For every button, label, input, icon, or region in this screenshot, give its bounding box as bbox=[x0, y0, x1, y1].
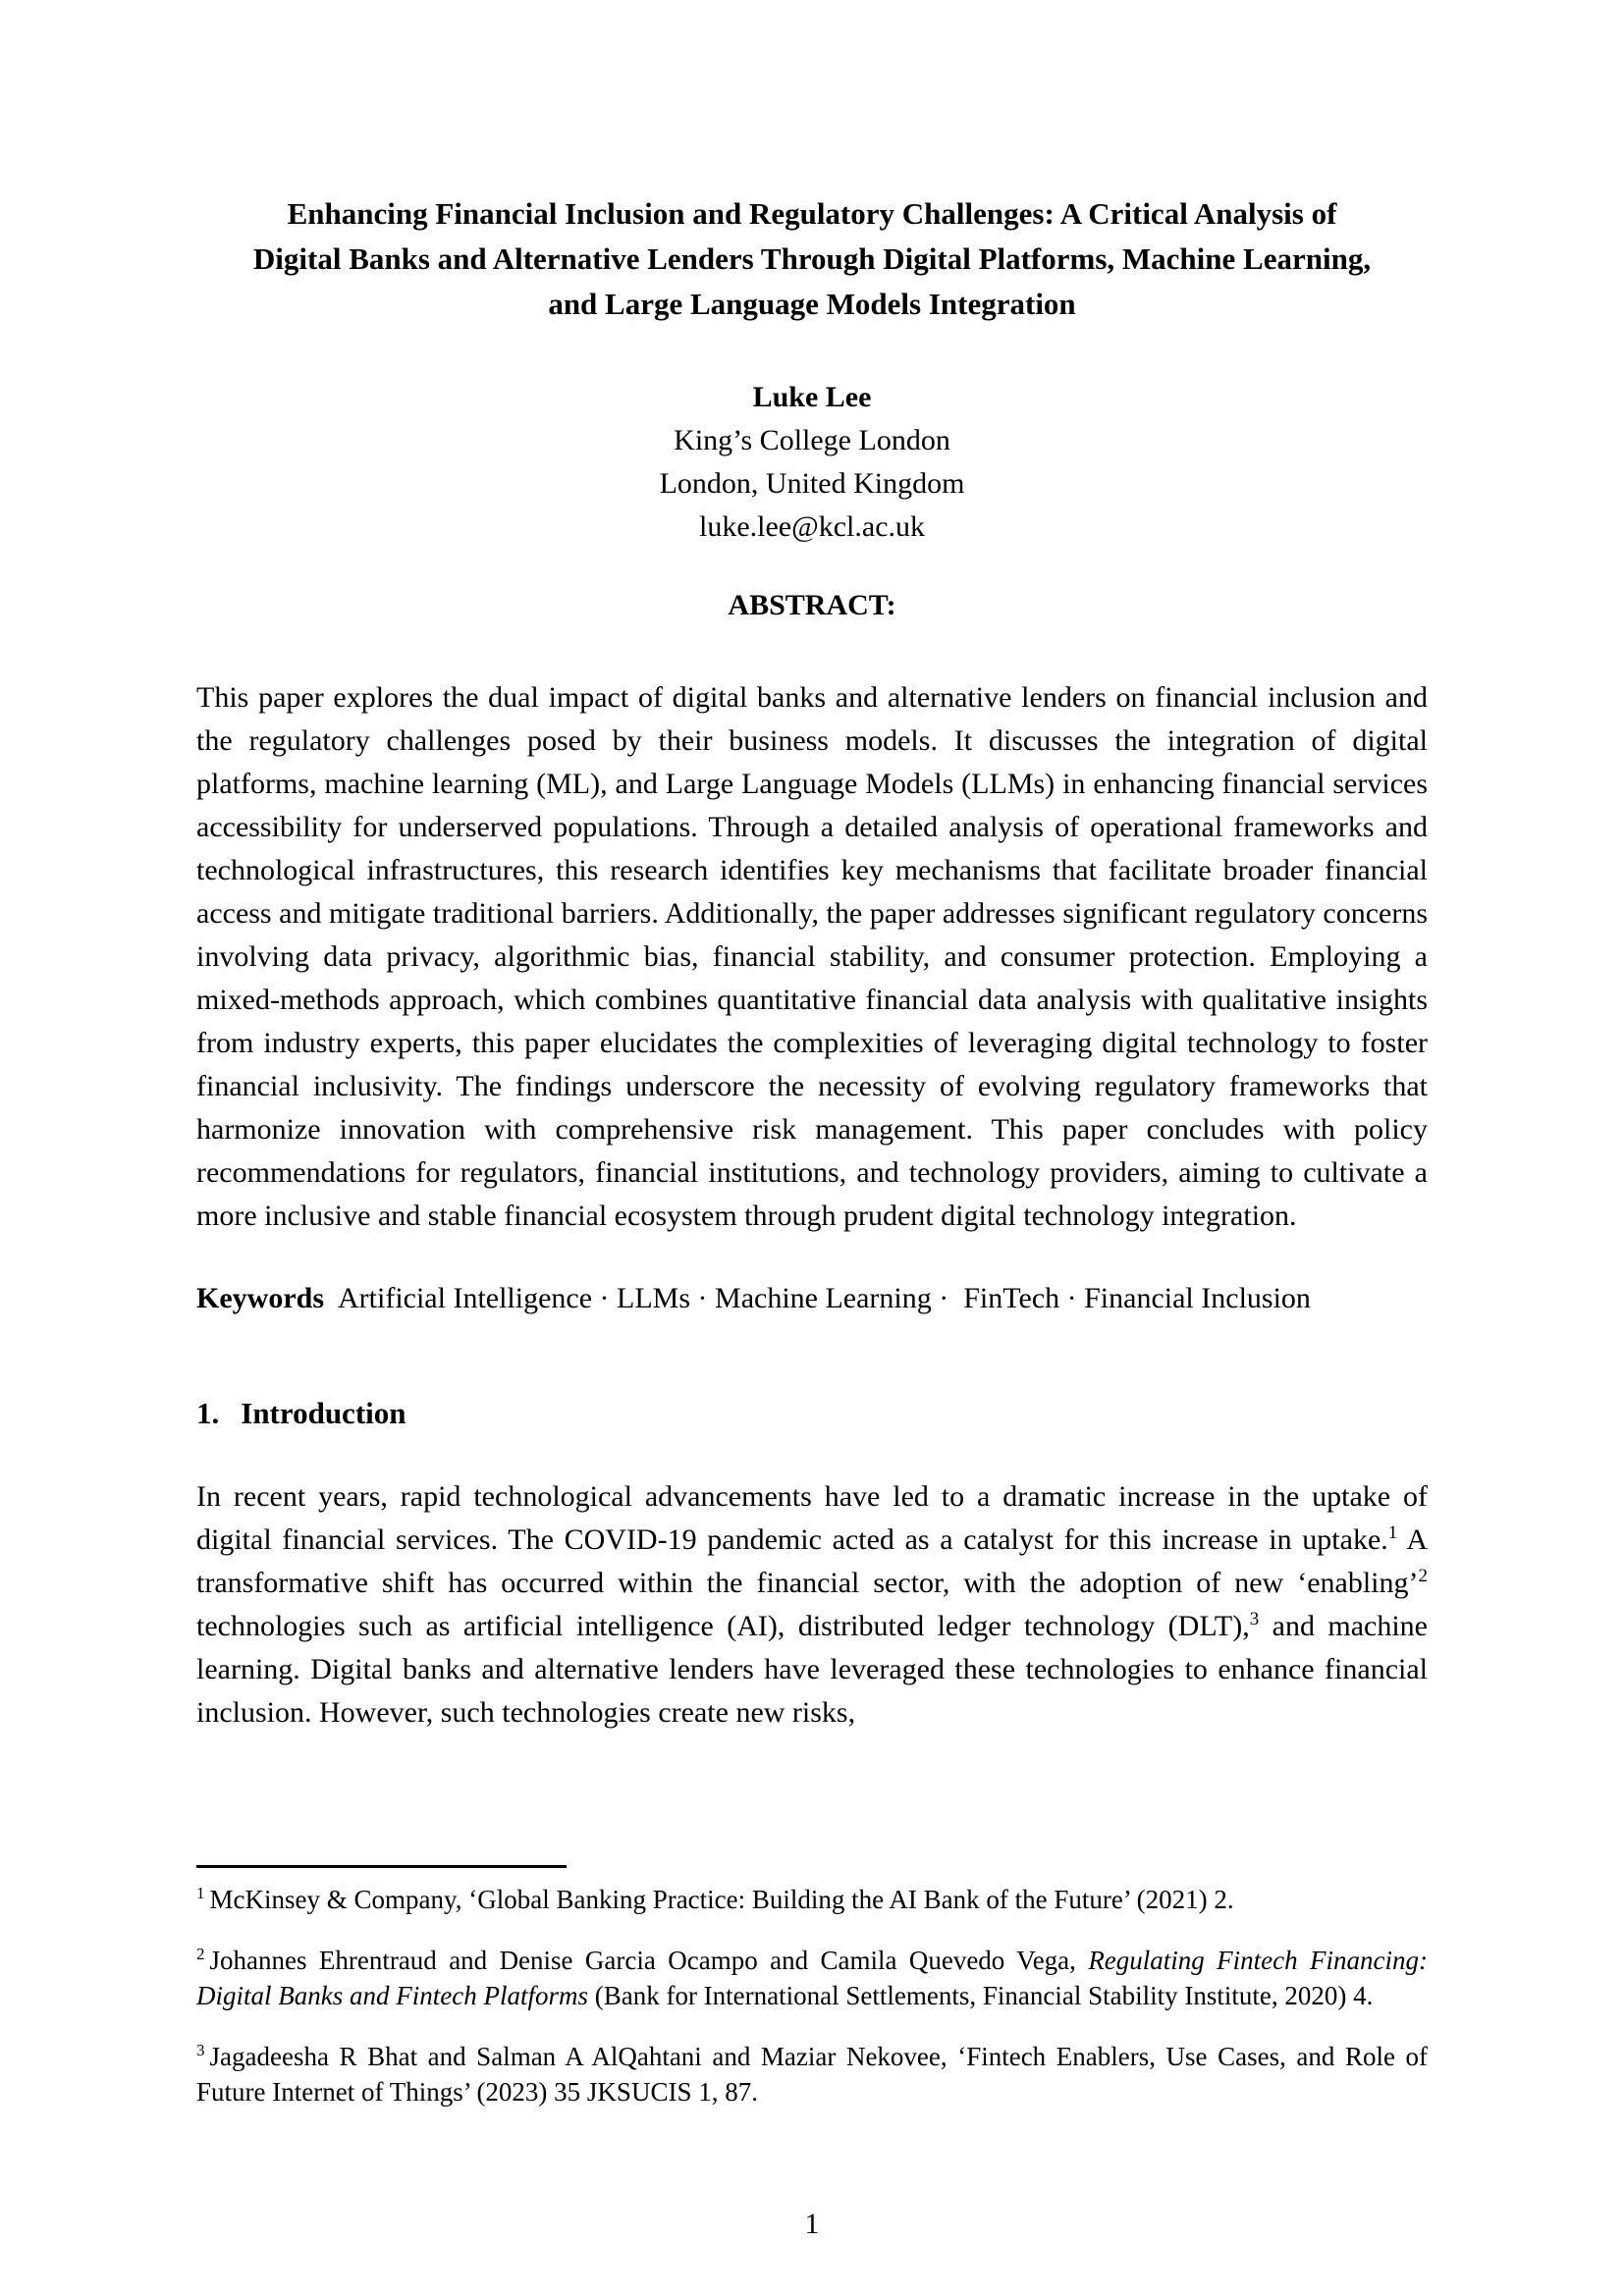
footnote-2-text-before: Johannes Ehrentraud and Denise Garcia Ocampo and Camila Quevedo Vega, bbox=[209, 1946, 1089, 1975]
paper-title-line-2: Digital Banks and Alternative Lenders Through Digital Platforms, Machine Learning, bbox=[252, 241, 1372, 276]
footnote-1-marker: 1 bbox=[196, 1884, 205, 1902]
footnote-1-text: McKinsey & Company, ‘Global Banking Practice: Building the AI Bank of the Future’ (2021) 2. bbox=[209, 1885, 1234, 1914]
paper-title bbox=[196, 191, 1428, 327]
footnote-ref-3: 3 bbox=[1249, 1609, 1260, 1629]
footnote-3-text: Jagadeesha R Bhat and Salman A AlQahtani and Maziar Nekovee, ‘Fintech Enablers, Use Cases, and Role of Future Internet of Things’ (2023) 35 JKSUCIS 1, 87. bbox=[196, 2042, 1428, 2107]
author-name: Luke Lee bbox=[752, 381, 872, 413]
author-email: luke.lee@kcl.ac.uk bbox=[698, 510, 926, 543]
abstract-paragraph: This paper explores the dual impact of digital banks and alternative lenders on financial inclusion and the regulatory challenges posed by their business models. It discusses the integration of digital platforms, machine learning (ML), and Large Language Models (LLMs) in enhancing financial services accessibility for underserved populations. Through a detailed analysis of operational frameworks and technological infrastructures, this research identifies key mechanisms that facilitate broader financial access and mitigate traditional barriers. Additionally, the paper addresses significant regulatory concerns involving data privacy, algorithmic bias, financial stability, and consumer protection. Employing a mixed-methods approach, which combines quantitative financial data analysis with qualitative insights from industry experts, this paper elucidates the complexities of leveraging digital technology to foster financial inclusivity. The findings underscore the necessity of evolving regulatory frameworks that harmonize innovation with comprehensive risk management. This paper concludes with policy recommendations for regulators, financial institutions, and technology providers, aiming to cultivate a more inclusive and stable financial ecosystem through prudent digital technology integration. bbox=[196, 681, 1428, 1232]
footnote-1 bbox=[196, 1882, 1428, 1917]
intro-text-segment-2: A transformative shift has occurred within the financial sector, with the adoption of new ‘enabling’ bbox=[196, 1523, 1428, 1599]
section-title: Introduction bbox=[241, 1396, 406, 1430]
intro-text-segment-3: technologies such as artificial intelligence (AI), distributed ledger technology (DLT), bbox=[196, 1610, 1250, 1642]
footnote-2-italic-title: Regulating Fintech Financing: Digital Banks and Fintech Platforms bbox=[196, 1946, 1428, 2010]
footnotes-section bbox=[196, 1865, 1428, 2135]
footnote-ref-2: 2 bbox=[1418, 1566, 1428, 1586]
footnote-3-marker: 3 bbox=[196, 2041, 205, 2059]
footnote-ref-1: 1 bbox=[1387, 1522, 1398, 1543]
page-number: 1 bbox=[804, 2208, 820, 2240]
page-content bbox=[196, 0, 1428, 1735]
abstract-heading: ABSTRACT: bbox=[728, 589, 896, 621]
footnote-2 bbox=[196, 1943, 1428, 2013]
author-location: London, United Kingdom bbox=[659, 467, 965, 500]
footnote-3 bbox=[196, 2039, 1428, 2109]
intro-text-segment-1: In recent years, rapid technological advancements have led to a dramatic increase in the uptake of digital financial services. The COVID-19 pandemic acted as a catalyst for this increase in uptake. bbox=[196, 1480, 1428, 1556]
keywords-line bbox=[196, 1277, 1428, 1320]
intro-text-segment-4: and machine learning. Digital banks and alternative lenders have leveraged these technologies to enhance financial inclusion. However, such technologies create new risks, bbox=[196, 1610, 1428, 1729]
author-block bbox=[196, 376, 1428, 549]
section-number: 1. bbox=[196, 1396, 220, 1430]
keywords-text: Artificial Intelligence · LLMs · Machine Learning · FinTech · Financial Inclusion bbox=[338, 1282, 1311, 1314]
intro-paragraph bbox=[196, 1475, 1428, 1735]
footnote-2-text-after: (Bank for International Settlements, Financial Stability Institute, 2020) 4. bbox=[587, 1981, 1374, 2010]
paper-title-line-3: and Large Language Models Integration bbox=[548, 287, 1076, 321]
section-heading-introduction bbox=[196, 1391, 1428, 1436]
keywords-label: Keywords bbox=[196, 1282, 324, 1314]
paper-title-line-1: Enhancing Financial Inclusion and Regulatory Challenges: A Critical Analysis of bbox=[287, 196, 1337, 231]
footnote-2-marker: 2 bbox=[196, 1945, 205, 1963]
author-affiliation: King’s College London bbox=[674, 424, 950, 456]
footnote-separator-rule bbox=[196, 1865, 567, 1868]
